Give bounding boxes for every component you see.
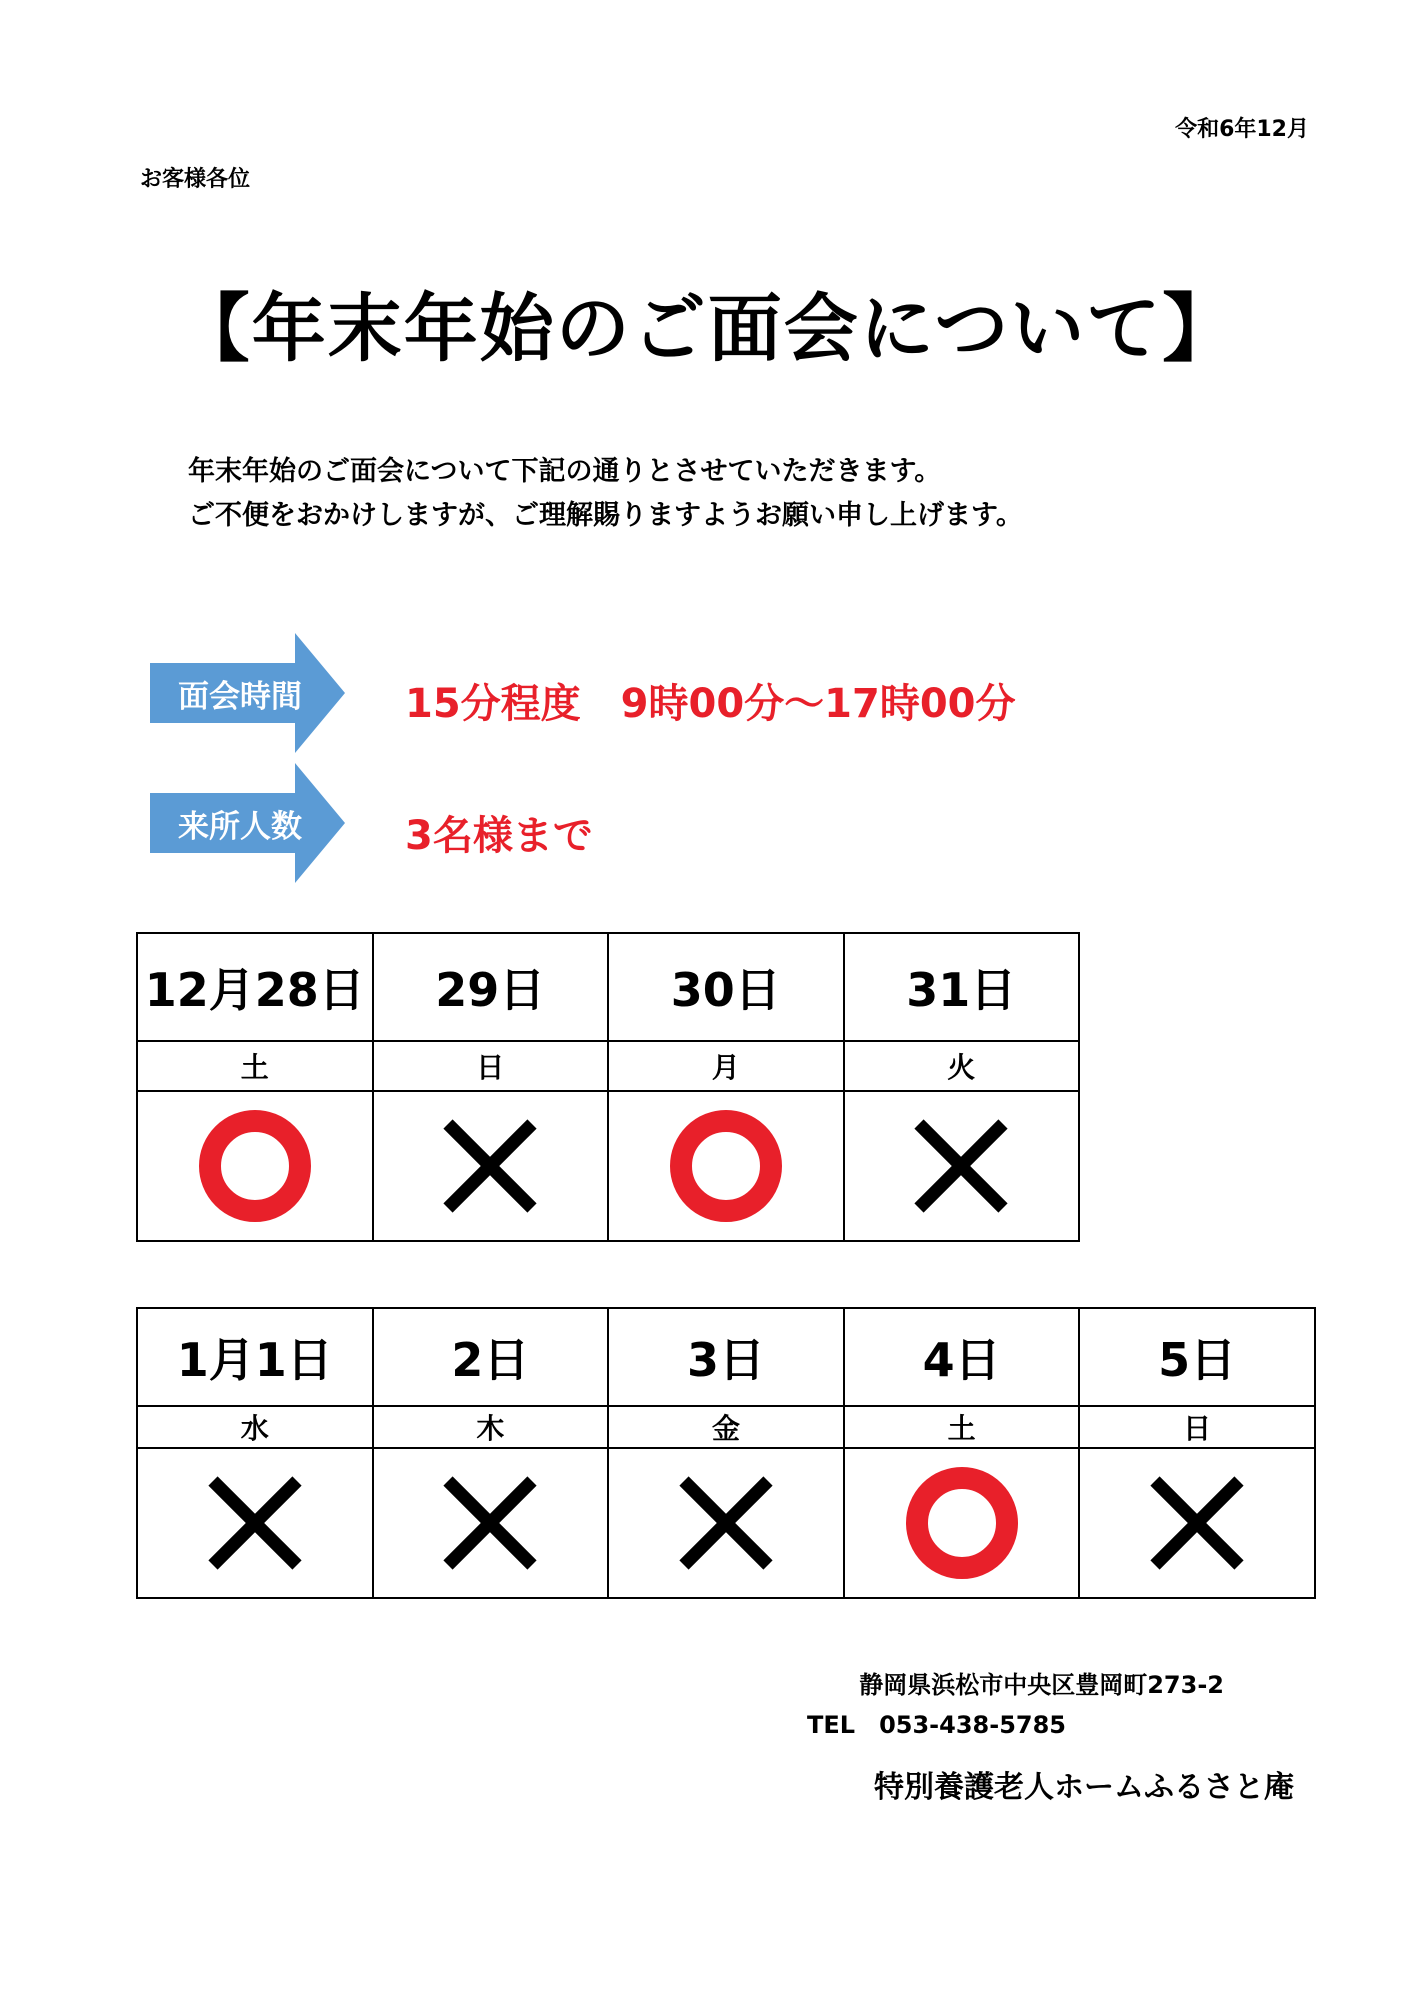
visitors-arrow	[150, 763, 345, 883]
schedule-mark-closed	[373, 1448, 609, 1598]
schedule-date: 1月1日	[137, 1308, 373, 1406]
schedule-weekday: 土	[844, 1406, 1080, 1448]
schedule-table-january	[136, 1307, 1316, 1599]
schedule-weekday: 土	[137, 1041, 373, 1091]
facility-name: 特別養護老人ホームふるさと庵	[874, 1770, 1294, 1805]
schedule-date: 30日	[608, 933, 844, 1041]
schedule-day-row	[137, 933, 1079, 1041]
schedule-day-row	[137, 1308, 1315, 1406]
schedule-date: 12月28日	[137, 933, 373, 1041]
visit-time-label: 面会時間	[178, 678, 302, 715]
schedule-weekday: 木	[373, 1406, 609, 1448]
schedule-weekday: 火	[844, 1041, 1080, 1091]
circle-open-icon	[666, 1106, 786, 1226]
schedule-mark-row	[137, 1448, 1315, 1598]
circle-open-icon	[195, 1106, 315, 1226]
page-title: 【年末年始のご面会について】	[175, 286, 1239, 372]
schedule-date: 29日	[373, 933, 609, 1041]
schedule-date: 4日	[844, 1308, 1080, 1406]
schedule-mark-closed	[844, 1091, 1080, 1241]
schedule-weekday: 日	[1079, 1406, 1315, 1448]
schedule-weekday: 金	[608, 1406, 844, 1448]
schedule-weekday: 月	[608, 1041, 844, 1091]
visitors-value: 3名様まで	[405, 813, 593, 859]
schedule-mark-open	[137, 1091, 373, 1241]
intro-line-2: ご不便をおかけしますが、ご理解賜りますようお願い申し上げます。	[188, 500, 1023, 531]
schedule-dow-row	[137, 1041, 1079, 1091]
addressee: お客様各位	[140, 167, 251, 192]
intro-text	[188, 450, 1023, 538]
schedule-weekday: 日	[373, 1041, 609, 1091]
schedule-mark-closed	[1079, 1448, 1315, 1598]
cross-closed-icon	[901, 1106, 1021, 1226]
cross-closed-icon	[430, 1463, 550, 1583]
schedule-mark-closed	[137, 1448, 373, 1598]
schedule-date: 2日	[373, 1308, 609, 1406]
schedule-date: 31日	[844, 933, 1080, 1041]
visit-time-arrow	[150, 633, 345, 753]
intro-line-1: 年末年始のご面会について下記の通りとさせていただきます。	[188, 456, 942, 487]
circle-open-icon	[902, 1463, 1022, 1583]
schedule-weekday: 水	[137, 1406, 373, 1448]
schedule-mark-row	[137, 1091, 1079, 1241]
schedule-table-december	[136, 932, 1080, 1242]
schedule-mark-closed	[608, 1448, 844, 1598]
visit-time-value: 15分程度 9時00分～17時00分	[405, 681, 1016, 727]
cross-closed-icon	[1137, 1463, 1257, 1583]
facility-tel: TEL 053-438-5785	[807, 1711, 1066, 1739]
schedule-mark-open	[608, 1091, 844, 1241]
cross-closed-icon	[666, 1463, 786, 1583]
cross-closed-icon	[195, 1463, 315, 1583]
schedule-mark-open	[844, 1448, 1080, 1598]
cross-closed-icon	[430, 1106, 550, 1226]
schedule-mark-closed	[373, 1091, 609, 1241]
schedule-dow-row	[137, 1406, 1315, 1448]
issue-date: 令和6年12月	[1175, 117, 1309, 142]
schedule-date: 5日	[1079, 1308, 1315, 1406]
facility-address: 静岡県浜松市中央区豊岡町273-2	[859, 1671, 1224, 1699]
visitors-label: 来所人数	[178, 808, 302, 845]
schedule-date: 3日	[608, 1308, 844, 1406]
